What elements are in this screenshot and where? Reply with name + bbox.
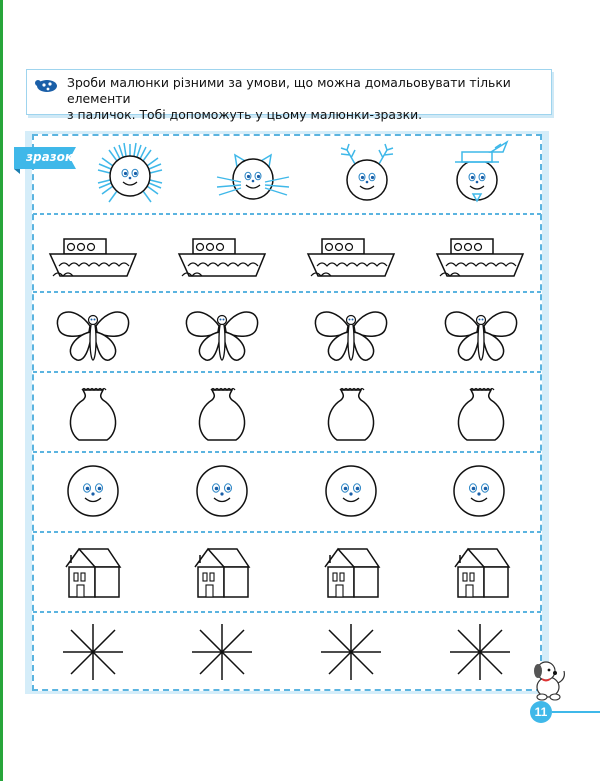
house-row xyxy=(66,549,509,597)
star-row xyxy=(63,624,510,680)
sample-hat-face xyxy=(455,142,507,201)
vase-row xyxy=(70,389,503,441)
instruction-line-1: Зроби малюнки різними за умови, що можна домальовувати тільки елементи xyxy=(67,75,511,106)
smiley-row xyxy=(68,466,504,516)
instruction-line-2: з паличок. Тобі допоможуть у цьому малюнки-зразки. xyxy=(67,107,423,122)
puppy-mascot-icon xyxy=(534,662,564,700)
sample-label: зразок xyxy=(26,150,74,164)
sample-deer xyxy=(341,144,393,200)
page-number: 11 xyxy=(530,701,552,723)
sample-cat xyxy=(217,155,289,199)
page-number-line xyxy=(552,711,600,713)
butterfly-row xyxy=(57,312,516,360)
boat-row xyxy=(50,239,523,276)
sample-sun xyxy=(98,143,162,202)
